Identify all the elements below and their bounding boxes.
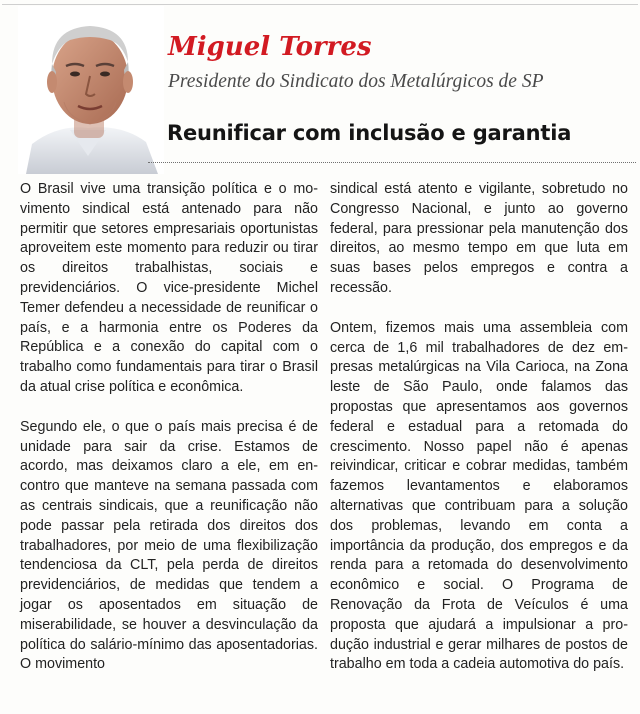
article-headline: Reunificar com inclusão e garantia (167, 121, 572, 145)
article-paragraph: sindical está atento e vigilante, sobretudo no Congresso Nacional, e junto ao governo federal, para pressionar pela manutenção dos direitos, ao mesmo tempo em que luta em suas bases pelos empregos e contra a recessão. (330, 181, 628, 296)
article-column-left (20, 180, 318, 695)
author-role: Presidente do Sindicato dos Metalúrgicos de SP (168, 71, 544, 92)
byline (168, 30, 628, 94)
article-column-right (330, 180, 628, 695)
author-name: Miguel Torres (168, 32, 372, 62)
author-portrait (18, 6, 164, 174)
article-paragraph: Ontem, fizemos mais uma assembleia com cerca de 1,6 mil trabalhadores de dez empresas metalúrgicas na Vila Carioca, na Zona leste de São Paulo, onde falamos das propostas que apresentamos aos governos federal e estadual para a retomada do crescimento. Nosso papel não é apenas reivindicar, criticar e cobrar medidas, também fazemos levantamentos e elaboramos alternativas que contribuam para a solução dos problemas, levando em conta a importância da produção, dos empregos e da renda para a retomada do desenvolvimento econômico e social. O Programa de Renovação da Frota de Veículos é uma proposta que ajudará a impulsionar a produção industrial e gerar milhares de postos de trabalho em toda a cadeia automotiva do país. (330, 319, 628, 673)
headline-divider (148, 162, 636, 163)
article-paragraph: Segundo ele, o que o país mais precisa é de unidade para sair da crise. Estamos de acordo, mas deixamos claro a ele, em encontro que manteve na semana passada com as centrais sindicais, que a reunificação não pode passar pela retirada dos direitos dos trabalhadores, por meio de uma flexibilização tendenciosa da CLT, pela perda de direitos previdenciários, de medidas que tendem a jogar os aposentados em situação de miserabilidade, se houver a desvinculação da política do salário-mínimo das aposentadorias. O movimento (20, 418, 318, 673)
article-paragraph: O Brasil vive uma transição política e o movimento sindical está antenado para não permitir que setores empresariais oportunistas aproveitem este momento para reduzir ou tirar os direitos trabalhistas, sociais e previdenciários. O vice-presidente Michel Temer defendeu a necessidade de reunificar o país, e a harmonia entre os Poderes da República e a conexão do capital com o trabalho como fundamentais para tirar o Brasil da atual crise política e econômica. (20, 181, 318, 395)
top-divider (2, 4, 638, 5)
